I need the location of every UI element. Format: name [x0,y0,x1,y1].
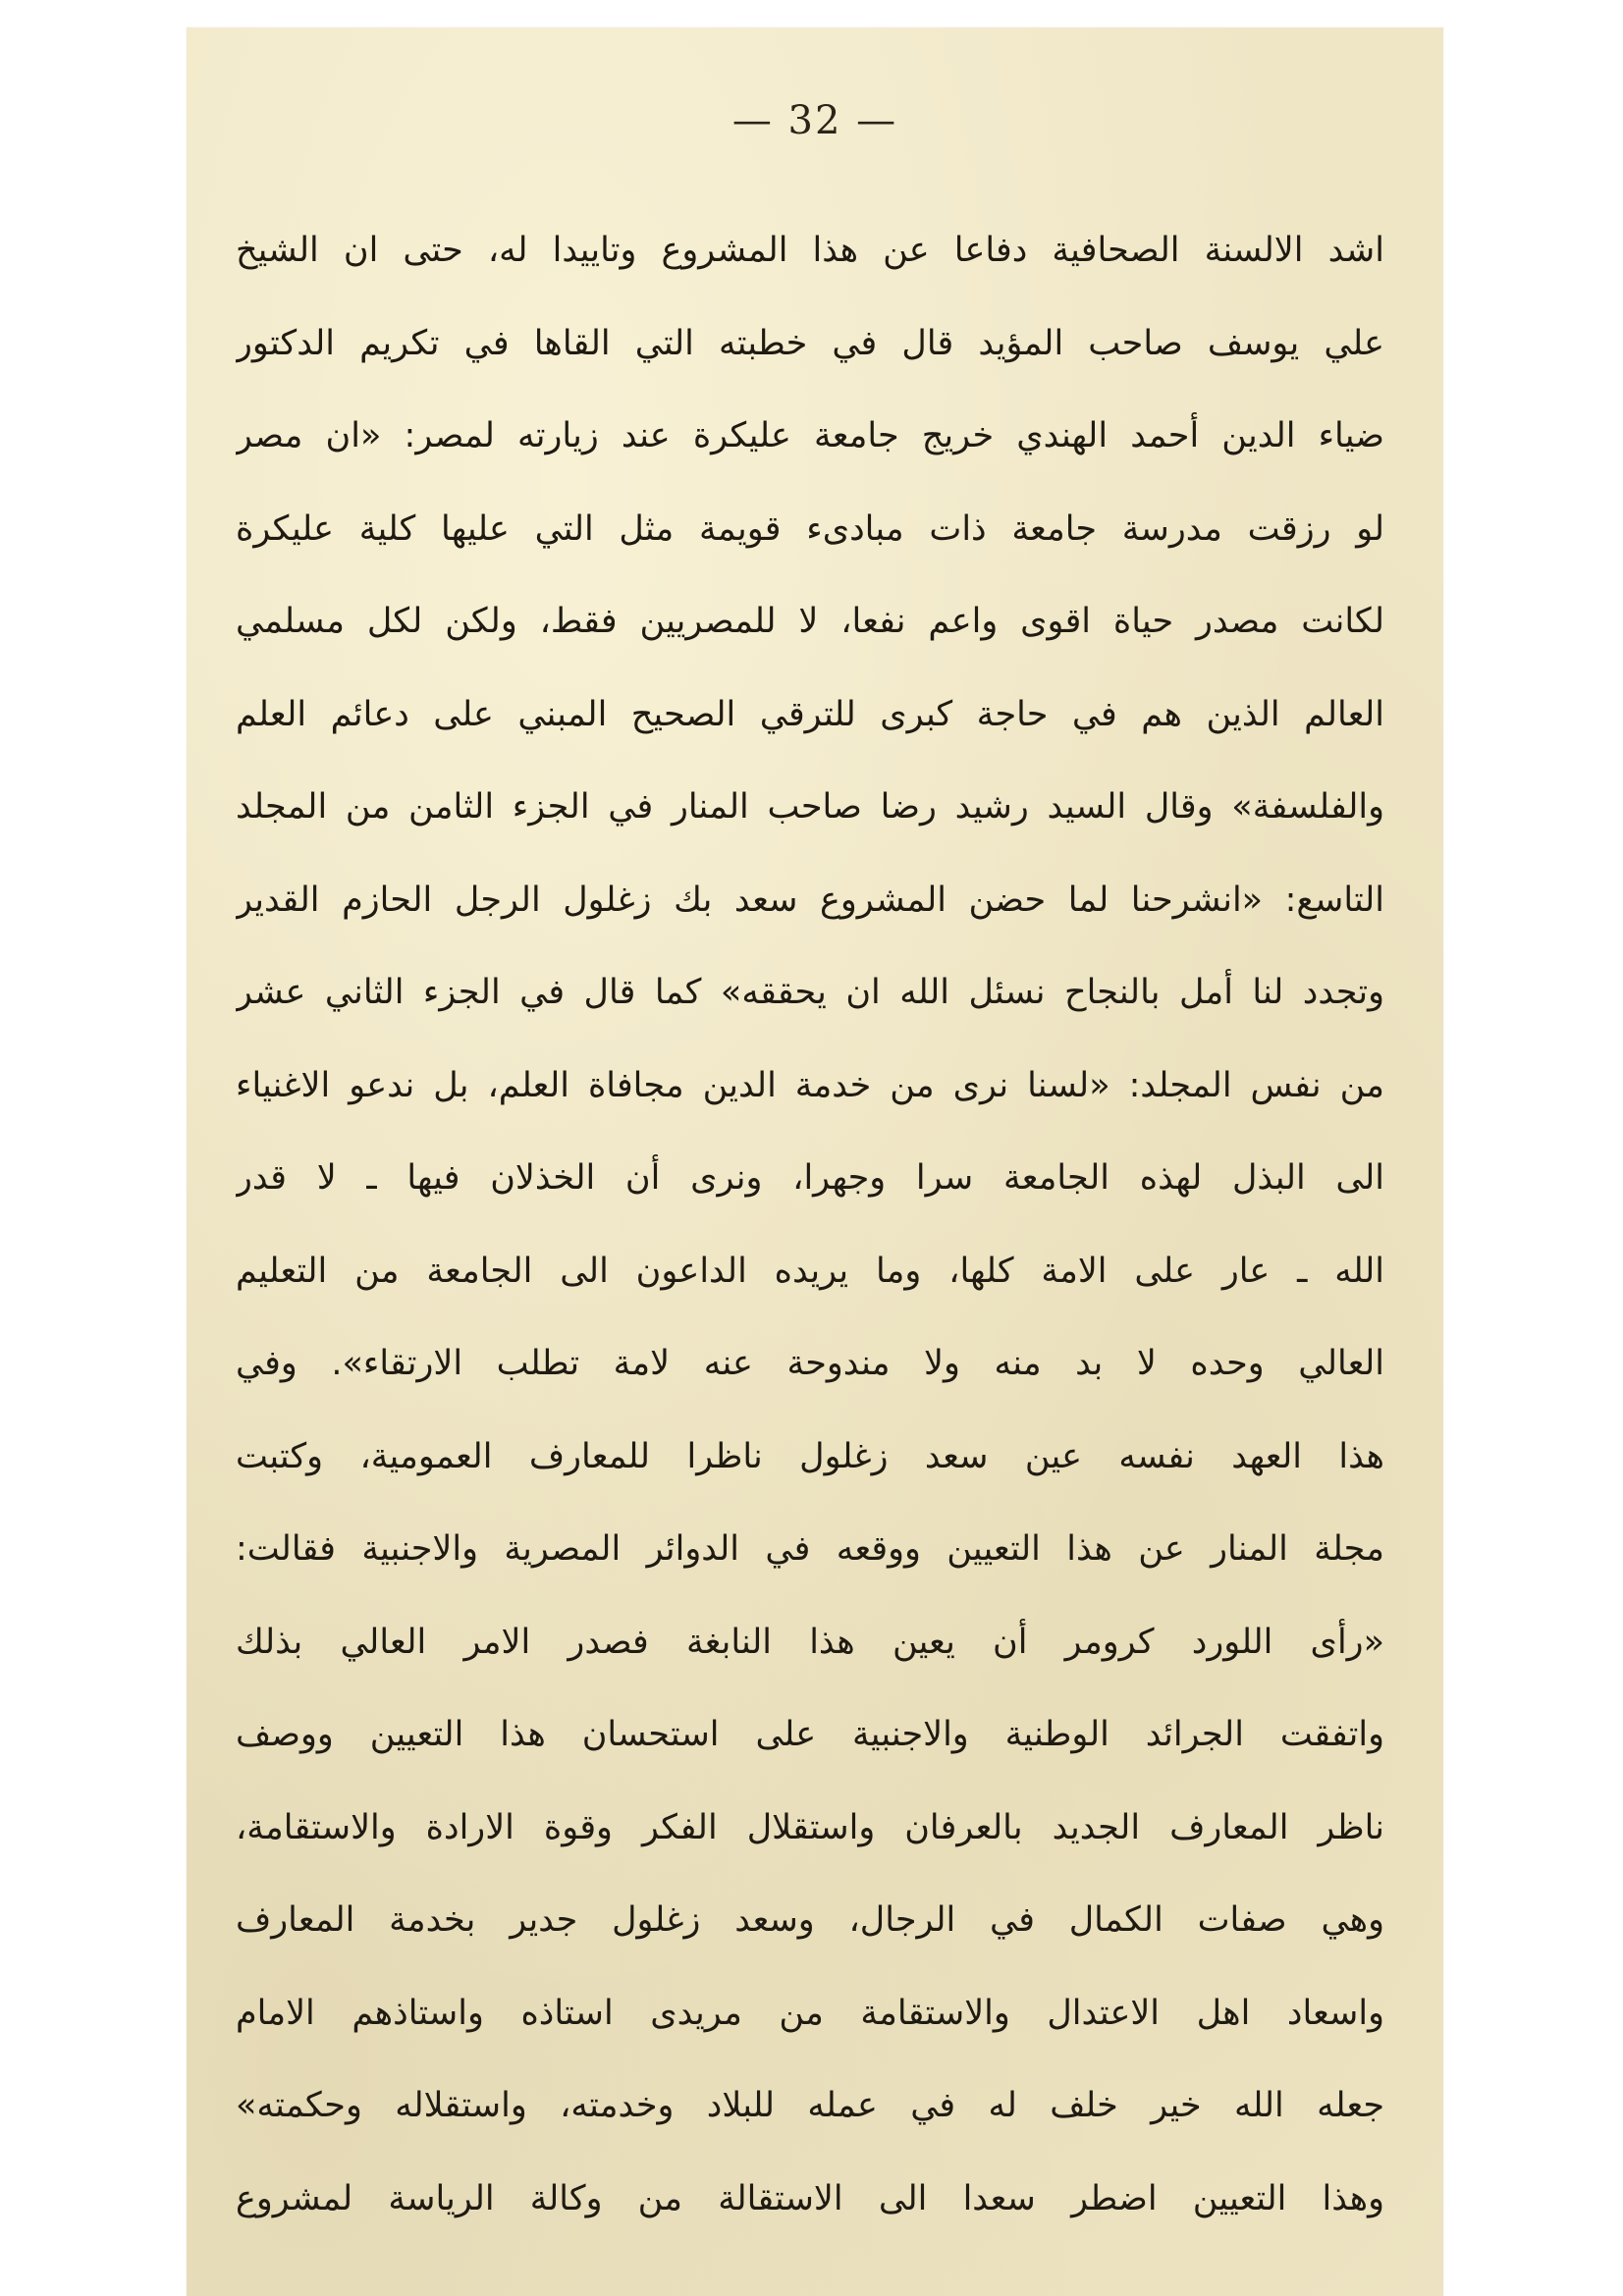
text-line: ضياء الدين أحمد الهندي خريج جامعة عليكرة عند زيارته لمصر: «ان مصر [236,416,1384,455]
text-line: الله ـ عار على الامة كلها، وما يريده الداعون الى الجامعة من التعليم [236,1251,1384,1291]
page-number: — 32 — [731,98,898,143]
text-line: هذا العهد نفسه عين سعد زغلول ناظرا للمعارف العمومية، وكتبت [236,1436,1384,1476]
book-page [187,27,1443,2296]
text-line: جعله الله خير خلف له في عمله للبلاد وخدمته، واستقلاله وحكمته» [236,2086,1384,2125]
text-line: لو رزقت مدرسة جامعة ذات مبادىء قويمة مثل التي عليها كلية عليكرة [236,508,1384,549]
text-line: وهي صفات الكمال في الرجال، وسعد زغلول جدير بخدمة المعارف [236,1900,1384,1940]
text-line: من نفس المجلد: «لسنا نرى من خدمة الدين مجافاة العلم، بل ندعو الاغنياء [236,1065,1384,1105]
text-line: واسعاد اهل الاعتدال والاستقامة من مريدى استاذه واستاذهم الامام [236,1993,1384,2033]
text-line: وهذا التعيين اضطر سعدا الى الاستقالة من وكالة الرياسة لمشروع [236,2178,1384,2218]
text-line: اشد الالسنة الصحافية دفاعا عن هذا المشروع وتاييدا له، حتى ان الشيخ [236,231,1384,270]
text-line: العالم الذين هم في حاجة كبرى للترقي الصحيح المبني على دعائم العلم [236,694,1384,734]
text-line: العالي وحده لا بد منه ولا مندوحة عنه لامة تطلب الارتقاء». وفي [236,1344,1384,1383]
text-line: الى البذل لهذه الجامعة سرا وجهرا، ونرى أن الخذلان فيها ـ لا قدر [236,1158,1384,1198]
text-line: لكانت مصدر حياة اقوى واعم نفعا، لا للمصريين فقط، ولكن لكل مسلمي [236,602,1384,641]
text-line: «رأى اللورد كرومر أن يعين هذا النابغة فصدر الامر العالي بذلك [236,1622,1384,1662]
text-line: التاسع: «انشرحنا لما حضن المشروع سعد بك زغلول الرجل الحازم القدير [236,880,1384,920]
text-line: مجلة المنار عن هذا التعيين ووقعه في الدوائر المصرية والاجنبية فقالت: [236,1529,1384,1569]
text-line: علي يوسف صاحب المؤيد قال في خطبته التي القاها في تكريم الدكتور [236,323,1384,363]
text-line: والفلسفة» وقال السيد رشيد رضا صاحب المنار في الجزء الثامن من المجلد [236,787,1384,827]
text-line: ناظر المعارف الجديد بالعرفان واستقلال الفكر وقوة الارادة والاستقامة، [236,1807,1384,1847]
text-line: وتجدد لنا أمل بالنجاح نسئل الله ان يحققه» كما قال في الجزء الثاني عشر [236,973,1384,1012]
text-line: واتفقت الجرائد الوطنية والاجنبية على استحسان هذا التعيين ووصف [236,1715,1384,1754]
body-text [236,204,1384,2245]
